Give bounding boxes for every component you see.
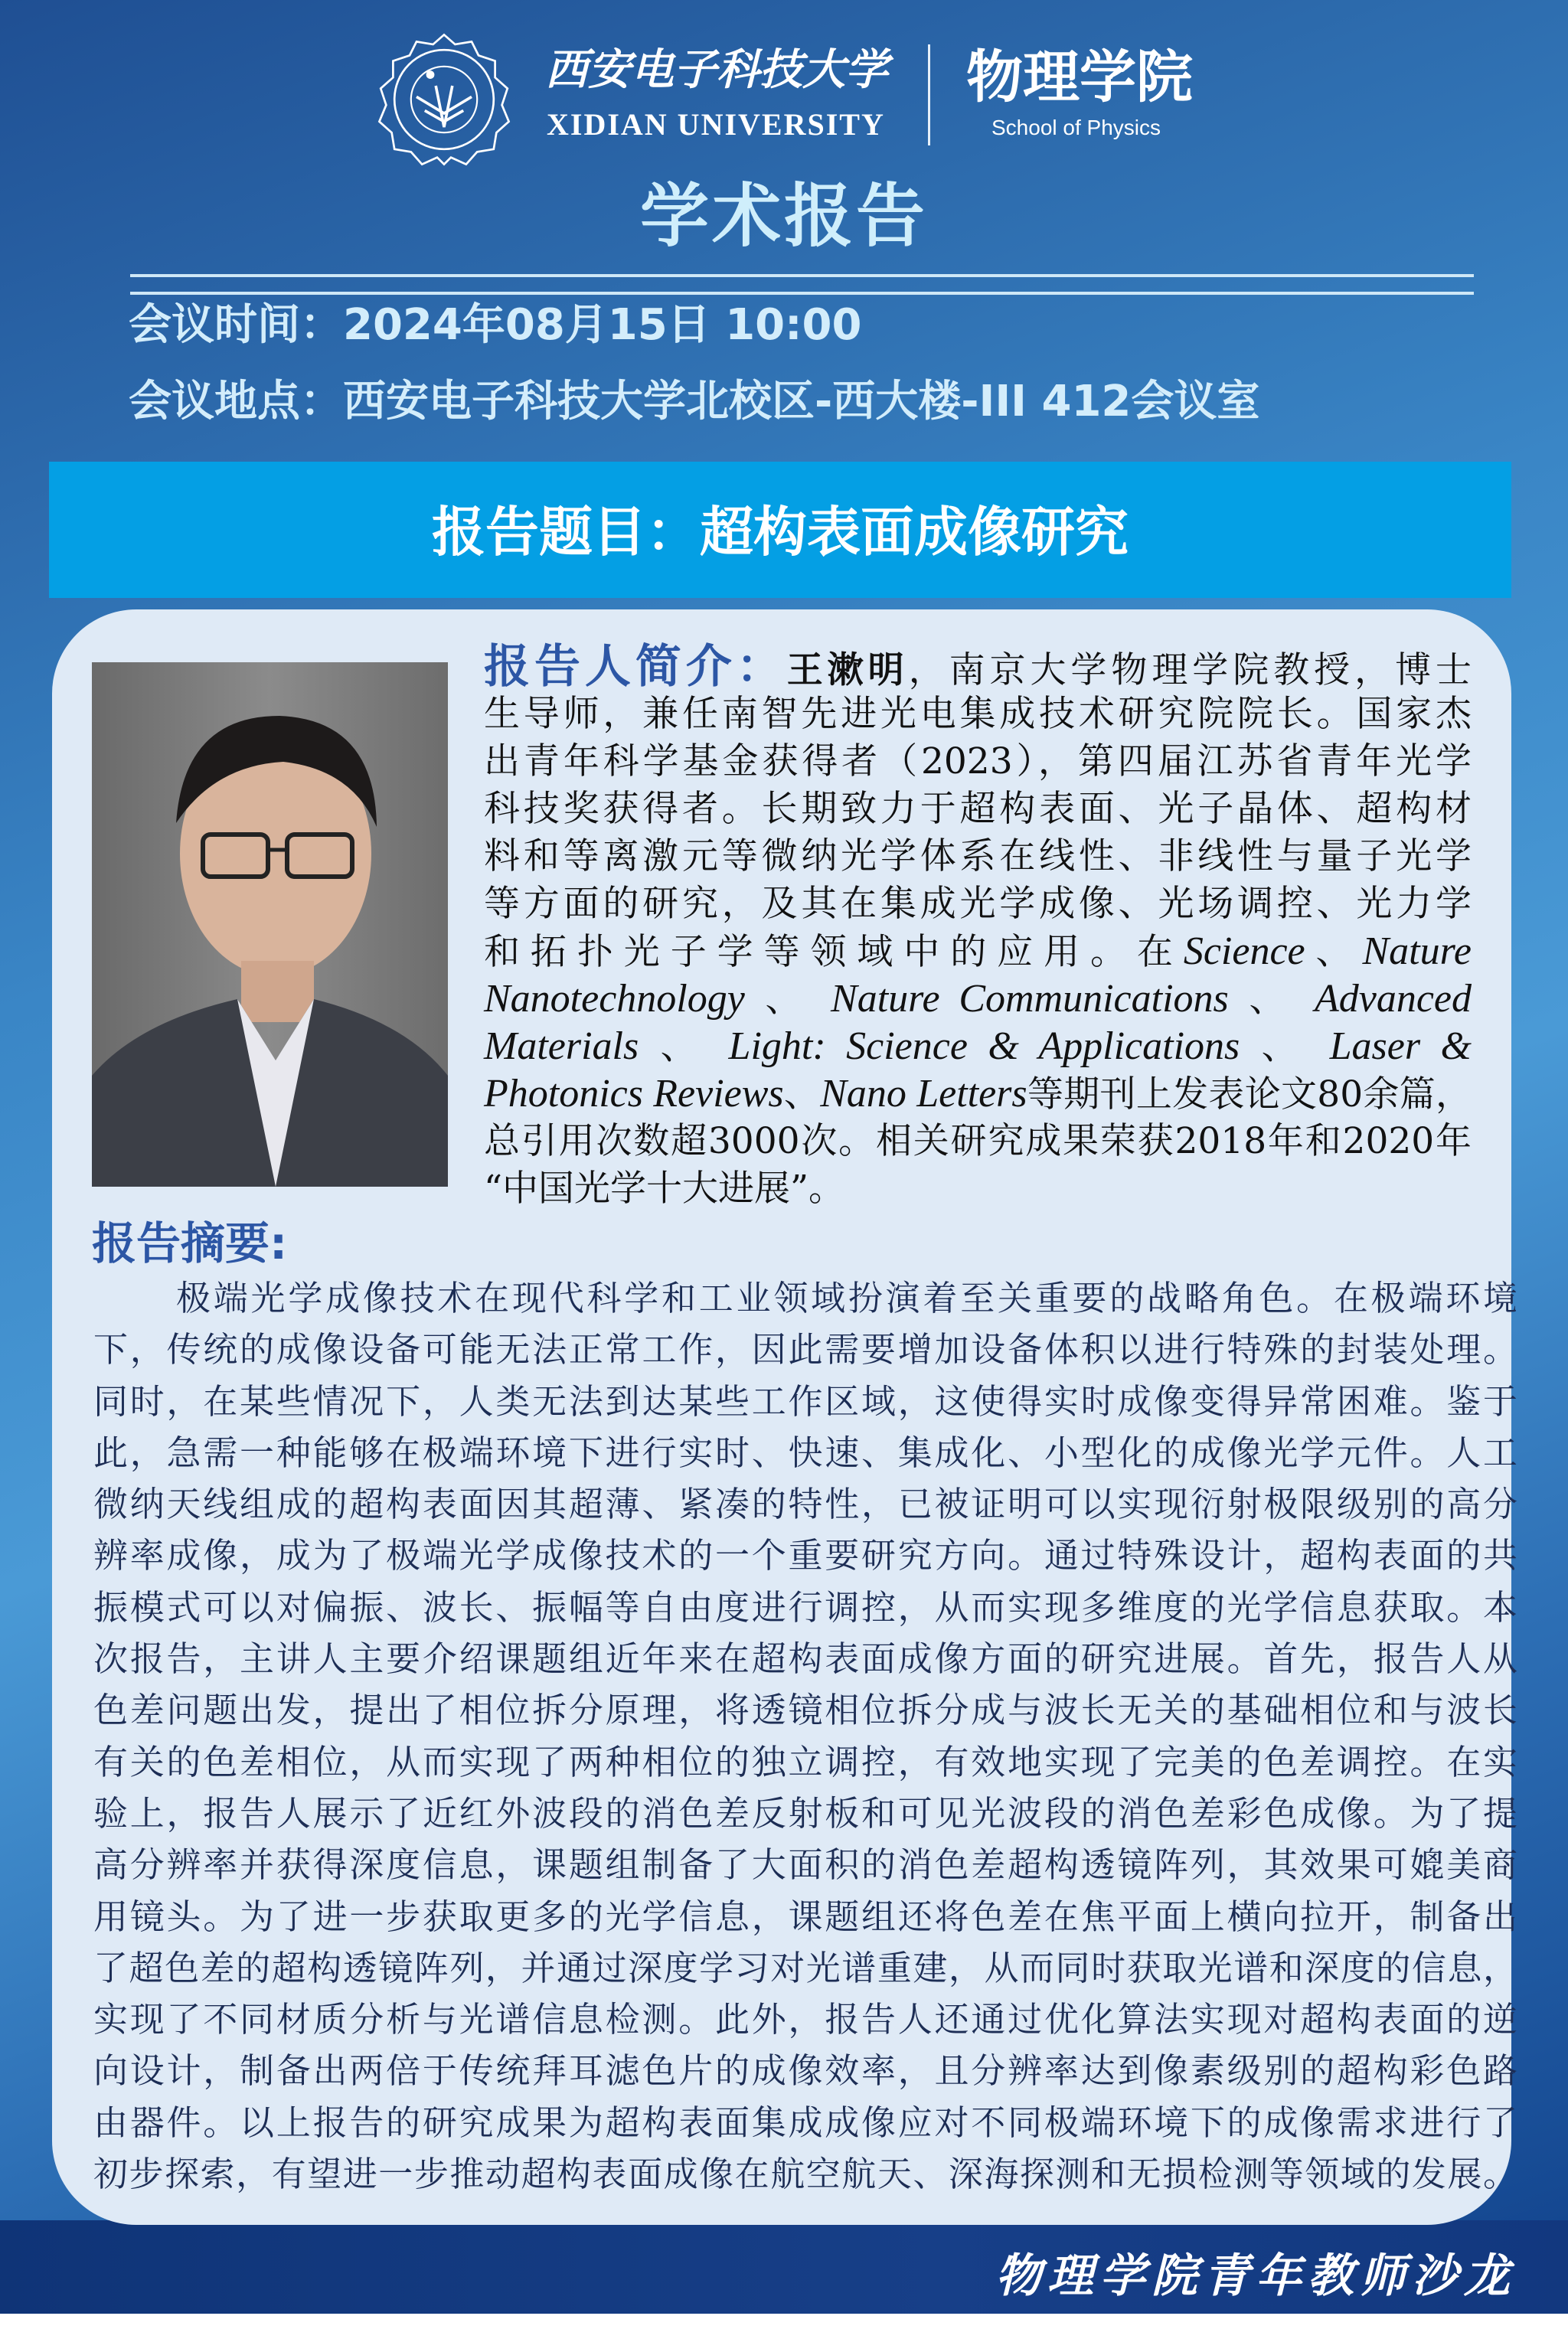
abstract-line: 此，急需一种能够在极端环境下进行实时、快速、集成化、小型化的成像光学元件。人工 [93,1432,1517,1473]
bio-text: “中国光学十大进展”。 [484,1168,845,1210]
bio-line [484,1118,1472,1165]
report-title: 报告题目：超构表面成像研究 [432,501,1129,563]
bio-line [484,640,1472,694]
journal-name: Nano Letters [820,1072,1027,1116]
abstract-line: 了超色差的超构透镜阵列，并通过深度学习对光谱重建，从而同时获取光谱和深度的信息， [93,1947,1517,1988]
meeting-place: 会议地点：西安电子科技大学北校区-西大楼-III 412会议室 [129,377,1260,426]
bio-line [484,1165,1472,1213]
meeting-time: 会议时间：2024年08月15日 10:00 [129,300,862,350]
bio-line [484,880,1472,928]
bio-text: 、 [1305,931,1363,973]
university-name-cn: 西安电子科技大学 [545,44,888,95]
university-logo [375,31,513,168]
bio-line [484,691,1472,738]
journal-name: Laser & [1329,1024,1472,1068]
journal-name: Nature [1362,929,1472,973]
abstract-line: 微纳天线组成的超构表面因其超薄、紧凑的特性，已被证明可以实现衍射极限级别的高分 [93,1484,1517,1525]
speaker-bio [484,640,1472,1213]
bio-text: 、 [783,1073,821,1116]
bio-text: ，南京大学物理学院教授，博士 [908,649,1472,691]
bio-line [484,786,1472,833]
journal-name: Nature Communications [831,977,1229,1021]
abstract-line: 同时，在某些情况下，人类无法到达某些工作区域，这使得实时成像变得异常困难。鉴于 [93,1380,1517,1422]
abstract-line: 振模式可以对偏振、波长、振幅等自由度进行调控，从而实现多维度的光学信息获取。本 [93,1586,1517,1628]
abstract-line: 次报告，主讲人主要介绍课题组近年来在超构表面成像方面的研究进展。首先，报告人从 [93,1638,1517,1680]
bio-text: 、 [744,978,831,1021]
bio-text: 王漱明 [786,649,909,691]
bio-line [484,1070,1472,1118]
university-name-en: XIDIAN UNIVERSITY [547,107,885,142]
bio-text: 、 [1240,1026,1330,1068]
abstract-line: 初步探索，有望进一步推动超构表面成像在航空航天、深海探测和无损检测等领域的发展。 [93,2154,1517,2195]
bio-text: 等方面的研究，及其在集成光学成像、光场调控、光力学 [484,883,1472,925]
bio-line [484,833,1472,880]
school-name-en: School of Physics [991,116,1161,139]
page-title: 学术报告 [640,176,928,256]
school-name-cn: 物理学院 [966,44,1193,110]
report-title-bar [49,462,1511,598]
abstract-line: 向设计，制备出两倍于传统拜耳滤色片的成像效率，且分辨率达到像素级别的超构彩色路 [93,2050,1517,2092]
abstract-line: 辨率成像，成为了极端光学成像技术的一个重要研究方向。通过特殊设计，超构表面的共 [93,1535,1517,1576]
bio-line [484,928,1472,975]
bio-text: 生导师，兼任南智先进光电集成技术研究院院长。国家杰 [484,693,1472,735]
bio-text: 料和等离激元等微纳光学体系在线性、非线性与量子光学 [484,835,1472,877]
abstract-heading: 报告摘要: [92,1217,288,1269]
abstract-line: 有关的色差相位，从而实现了两种相位的独立调控，有效地实现了完美的色差调控。在实 [93,1741,1517,1782]
journal-name: Materials [484,1024,639,1068]
journal-name: Light: Science & Applications [728,1024,1240,1068]
journal-name: Advanced [1314,977,1472,1021]
journal-name: Science [1183,929,1305,973]
bio-text: 和拓扑光子学等领域中的应用。在 [484,931,1184,973]
abstract-line: 由器件。以上报告的研究成果为超构表面集成成像应对不同极端环境下的成像需求进行了 [93,2102,1517,2143]
abstract-line: 色差问题出发，提出了相位拆分原理，将透镜相位拆分成与波长无关的基础相位和与波长 [93,1690,1517,1731]
bio-text: 、 [639,1026,729,1068]
abstract-line: 极端光学成像技术在现代科学和工业领域扮演着至关重要的战略角色。在极端环境 [176,1278,1517,1318]
header-divider [928,44,930,145]
abstract-line: 实现了不同材质分析与光谱信息检测。此外，报告人还通过优化算法实现对超构表面的逆 [93,1999,1517,2040]
bio-text: 、 [1228,978,1315,1021]
bio-text: 等期刊上发表论文80余篇， [1027,1073,1472,1116]
bio-line [484,738,1472,786]
abstract-line: 高分辨率并获得深度信息，课题组制备了大面积的消色差超构透镜阵列，其效果可媲美商 [93,1844,1517,1886]
bio-line [484,975,1472,1023]
speaker-photo [92,662,448,1187]
journal-name: Nanotechnology [484,977,745,1021]
journal-name: Photonics Reviews [484,1072,784,1116]
bio-heading: 报告人简介： [484,640,787,694]
divider-line [130,292,1474,295]
bottom-margin [0,2314,1568,2329]
abstract-text [93,1272,1517,2200]
bio-text: 出青年科学基金获得者（2023），第四届江苏省青年光学 [484,740,1472,782]
bio-text: 科技奖获得者。长期致力于超构表面、光子晶体、超构材 [484,788,1472,830]
bio-line [484,1023,1472,1070]
abstract-line: 下，传统的成像设备可能无法正常工作，因此需要增加设备体积以进行特殊的封装处理。 [93,1329,1517,1370]
bio-text: 总引用次数超3000次。相关研究成果荣获2018年和2020年 [484,1120,1472,1162]
divider-line [130,274,1474,277]
footer-slogan: 物理学院青年教师沙龙 [995,2249,1516,2303]
abstract-line: 验上，报告人展示了近红外波段的消色差反射板和可见光波段的消色差彩色成像。为了提 [93,1792,1517,1834]
abstract-line: 用镜头。为了进一步获取更多的光学信息，课题组还将色差在焦平面上横向拉开，制备出 [93,1896,1517,1937]
